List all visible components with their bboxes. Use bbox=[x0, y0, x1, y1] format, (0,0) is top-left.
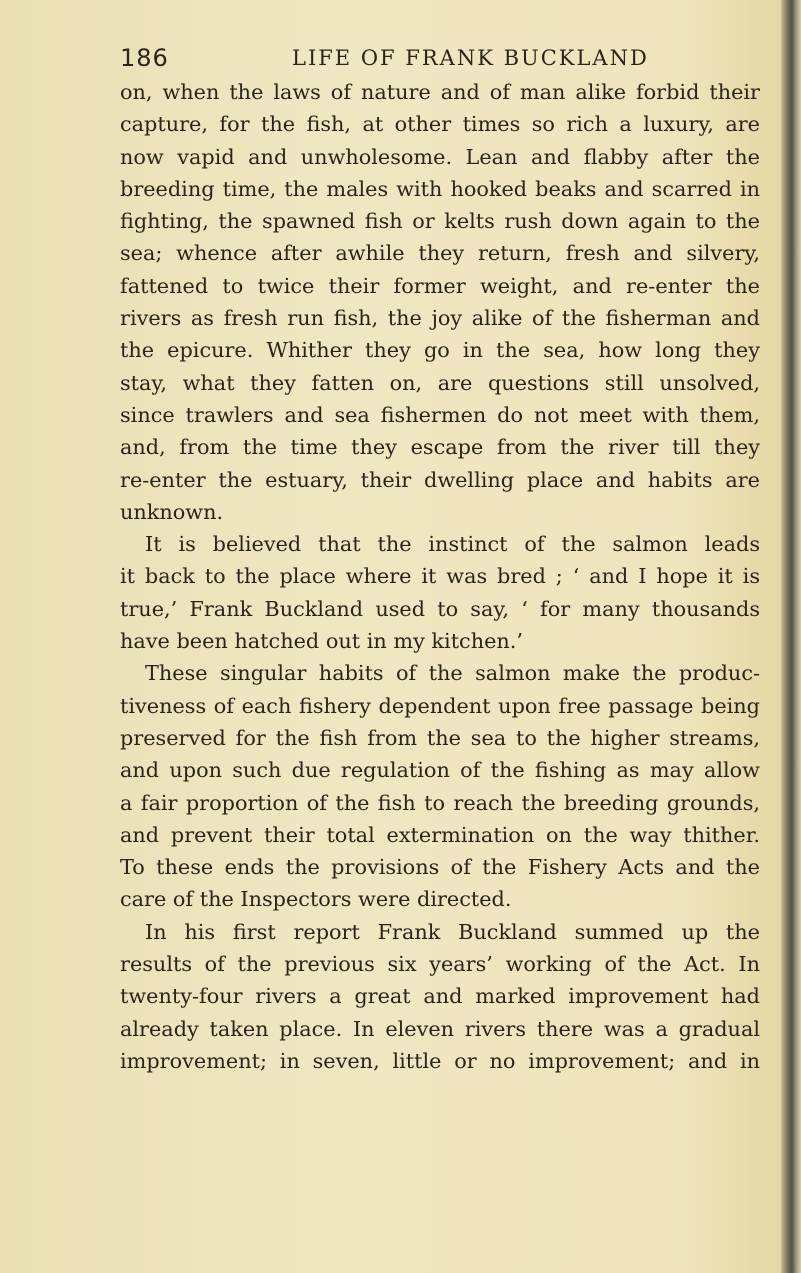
text-line: on, when the laws of nature and of man alike forbid their bbox=[120, 80, 760, 104]
body-text bbox=[120, 76, 760, 1077]
text-line: unknown. bbox=[120, 499, 224, 524]
text-line: In his first report Frank Buckland summed up the bbox=[145, 919, 760, 944]
text-line: the epicure. Whither they go in the sea, how long they bbox=[120, 338, 760, 363]
page-number: 186 bbox=[120, 44, 169, 72]
text-line: already taken place. In eleven rivers there was a gradual bbox=[120, 1016, 760, 1041]
text-line: have been hatched out in my kitchen.’ bbox=[120, 629, 524, 654]
text-line: fattened to twice their former weight, and re-enter the bbox=[120, 273, 760, 298]
text-line: and upon such due regulation of the fishing as may allow bbox=[120, 758, 760, 783]
text-line: care of the Inspectors were directed. bbox=[120, 887, 512, 912]
text-line: preserved for the fish from the sea to the higher streams, bbox=[120, 725, 760, 750]
text-line: and prevent their total extermination on the way thither. bbox=[120, 822, 760, 847]
text-line: fighting, the spawned fish or kelts rush down again to the bbox=[120, 209, 760, 234]
text-line: capture, for the fish, at other times so rich a luxury, are bbox=[120, 112, 760, 137]
text-line: now vapid and unwholesome. Lean and flabby after the bbox=[120, 144, 760, 169]
running-head: LIFE OF FRANK BUCKLAND bbox=[292, 46, 649, 70]
text-line: To these ends the provisions of the Fishery Acts and the bbox=[120, 855, 760, 880]
text-line: improvement; in seven, little or no improvement; and in bbox=[120, 1048, 760, 1073]
text-line: These singular habits of the salmon make the produc- bbox=[145, 661, 760, 686]
text-line: and, from the time they escape from the river till they bbox=[120, 435, 760, 460]
text-line: rivers as fresh run fish, the joy alike of the fisherman and bbox=[120, 306, 760, 331]
text-line: it back to the place where it was bred ; ‘ and I hope it is bbox=[120, 564, 760, 589]
text-line: twenty-four rivers a great and marked improvement had bbox=[120, 984, 760, 1009]
text-line: stay, what they fatten on, are questions still unsolved, bbox=[120, 370, 760, 395]
text-line: since trawlers and sea fishermen do not meet with them, bbox=[120, 402, 760, 427]
text-line: sea; whence after awhile they return, fresh and silvery, bbox=[120, 241, 760, 266]
text-line: tiveness of each fishery dependent upon free passage being bbox=[120, 693, 760, 718]
text-line: results of the previous six years’ working of the Act. In bbox=[120, 952, 760, 977]
text-line: breeding time, the males with hooked beaks and scarred in bbox=[120, 176, 760, 201]
page-header bbox=[120, 44, 760, 78]
text-line: It is believed that the instinct of the salmon leads bbox=[145, 532, 760, 557]
text-line: true,’ Frank Buckland used to say, ‘ for many thousands bbox=[120, 596, 760, 621]
text-line: re-enter the estuary, their dwelling place and habits are bbox=[120, 467, 760, 492]
page-edge-shadow bbox=[781, 0, 801, 1273]
text-line: a fair proportion of the fish to reach the breeding grounds, bbox=[120, 790, 760, 815]
